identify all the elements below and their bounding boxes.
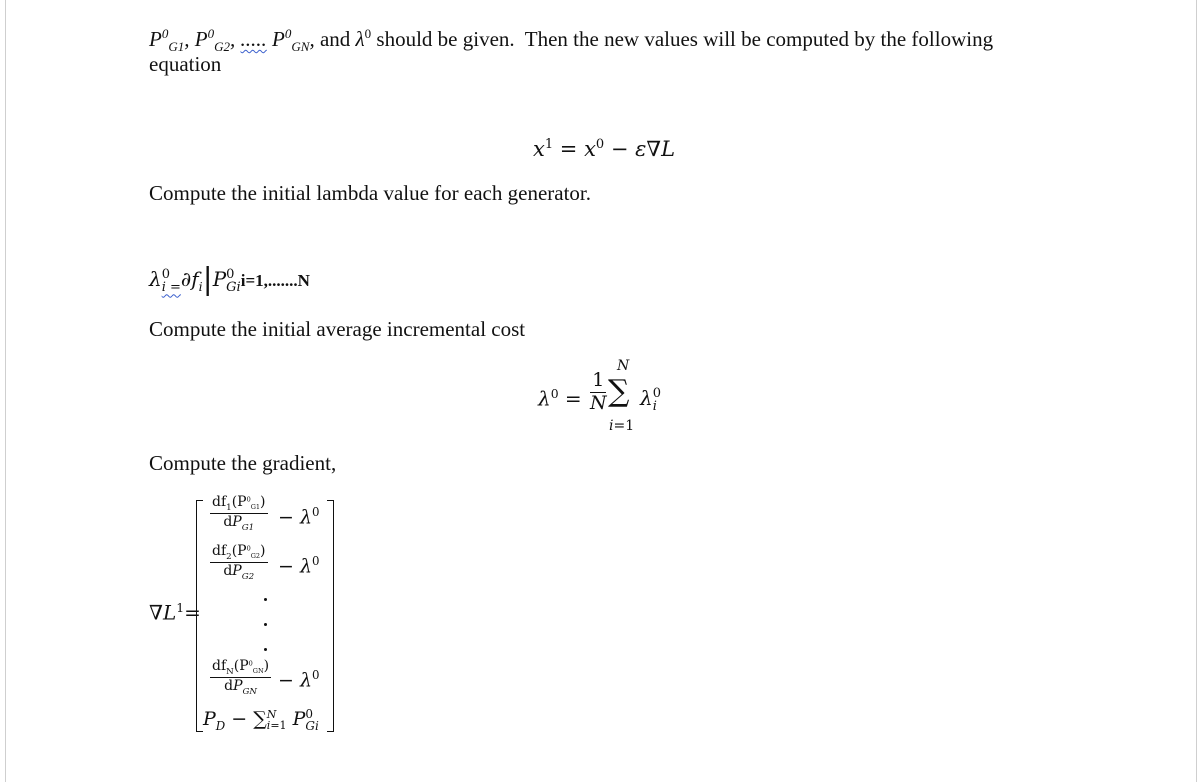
intro-line-2: equation — [149, 52, 222, 76]
gradient-row-2-fraction: $\frac{df_2(P^0_{G2})}{dP_{G2}}$ — [212, 543, 266, 582]
vertical-dot-2 — [264, 623, 267, 626]
gradient-lhs: $\nabla L^1=$ — [149, 600, 201, 625]
gradient-row-2-lambda: − $\lambda^0$ — [278, 554, 320, 578]
matrix-left-bracket — [196, 500, 203, 732]
vertical-dot-3 — [264, 648, 267, 651]
intro-line-1 — [149, 26, 993, 55]
vertical-dot-1 — [264, 598, 267, 601]
intro-variables: $P^0_{G1}$, $P^0_{G2}$, ..... $P^0_{GN}$, — [149, 26, 315, 55]
step-gradient: Compute the gradient, — [149, 451, 337, 475]
matrix-right-bracket — [327, 500, 334, 732]
update-equation: $x^1 = x^0 - \varepsilon\nabla L$ — [533, 137, 676, 161]
step-average-cost: Compute the initial average incremental cost — [149, 317, 526, 341]
sum-lower-limit: i=1 — [609, 418, 635, 434]
avg-lambda-term: λ 0 i — [640, 385, 661, 414]
gradient-row-n-lambda: − $\lambda^0$ — [278, 668, 320, 692]
gradient-row-1-fraction: $\frac{df_1(P^0_{G1})}{dP_{G1}}$ — [212, 494, 266, 533]
avg-lambda-lhs: $\lambda^0$ = — [538, 386, 582, 411]
sum-symbol: ∑ — [608, 374, 630, 409]
intro-rest: and $\lambda^0$ should be given. Then the new values will be computed by the following — [319, 26, 994, 51]
gradient-row-1-lambda: − $\lambda^0$ — [278, 505, 320, 529]
avg-lambda-fraction: $\frac{1}{N}$ — [590, 369, 607, 414]
lambda-i-equation: λ 0 i = $\partial f_i|P$ 0 Gi i=1,.......N — [149, 262, 310, 297]
sum-upper-limit: N — [617, 358, 630, 374]
gradient-last-row: $P_D$ − ∑ N i=1 P 0 Gi — [203, 707, 319, 733]
gradient-row-n-fraction: $\frac{df_N(P^0_{GN})}{dP_{GN}}$ — [212, 658, 270, 697]
lambda-i-index: i=1,.......N — [240, 271, 310, 290]
step-initial-lambda: Compute the initial lambda value for each generator. — [149, 181, 592, 205]
